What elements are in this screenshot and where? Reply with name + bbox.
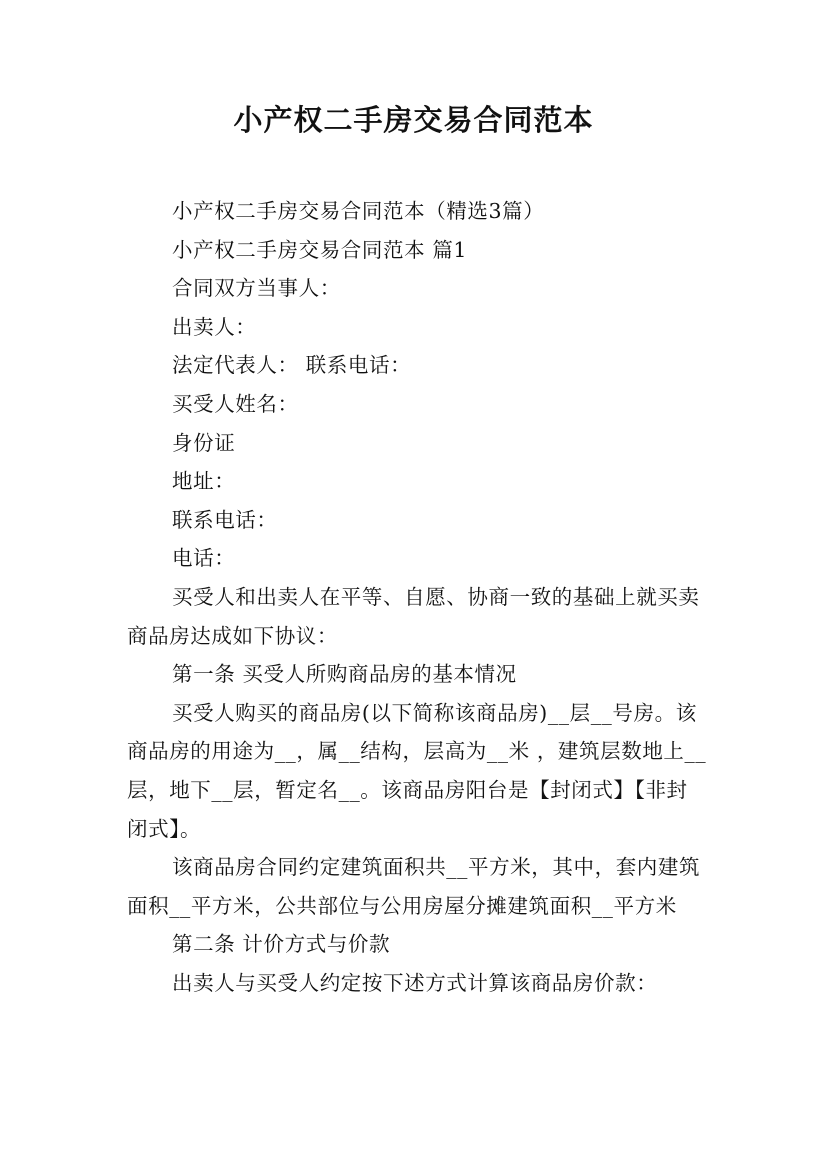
document-title: 小产权二手房交易合同范本 bbox=[233, 103, 594, 137]
paragraph-area: 该商品房合同约定建筑面积共__平方米，其中，套内建筑面积__平方米，公共部位与公用房屋分摊建筑面积__平方米 bbox=[127, 855, 701, 918]
document-body bbox=[127, 192, 707, 1002]
paragraph-address: 地址： bbox=[172, 469, 236, 494]
paragraph-pricing: 出卖人与买受人约定按下述方式计算该商品房价款： bbox=[172, 970, 658, 995]
paragraph-legal-rep: 法定代表人： 联系电话： bbox=[172, 353, 412, 378]
paragraph-buyer-name: 买受人姓名： bbox=[172, 391, 299, 416]
paragraph-section-heading: 小产权二手房交易合同范本 篇1 bbox=[172, 237, 468, 262]
paragraph-article-1-heading: 第一条 买受人所购商品房的基本情况 bbox=[172, 662, 517, 687]
paragraph-subtitle: 小产权二手房交易合同范本（精选3篇） bbox=[172, 199, 545, 223]
paragraph-id-card: 身份证 bbox=[172, 430, 236, 455]
paragraph-agreement-intro: 买受人和出卖人在平等、自愿、协商一致的基础上就买卖商品房达成如下协议： bbox=[127, 584, 700, 648]
paragraph-parties: 合同双方当事人： bbox=[172, 276, 341, 301]
paragraph-article-2-heading: 第二条 计价方式与价款 bbox=[172, 932, 391, 957]
paragraph-phone: 电话： bbox=[172, 546, 236, 571]
paragraph-article-1-body: 买受人购买的商品房(以下简称该商品房)__层__号房。该商品房的用途为__，属__结构，层高为__米 ，建筑层数地上__层，地下__层，暂定名__。该商品房阳台是【封闭式】【非封闭式】。 bbox=[127, 700, 707, 841]
paragraph-contact-phone: 联系电话： bbox=[172, 507, 278, 532]
paragraph-seller: 出卖人： bbox=[172, 314, 257, 339]
